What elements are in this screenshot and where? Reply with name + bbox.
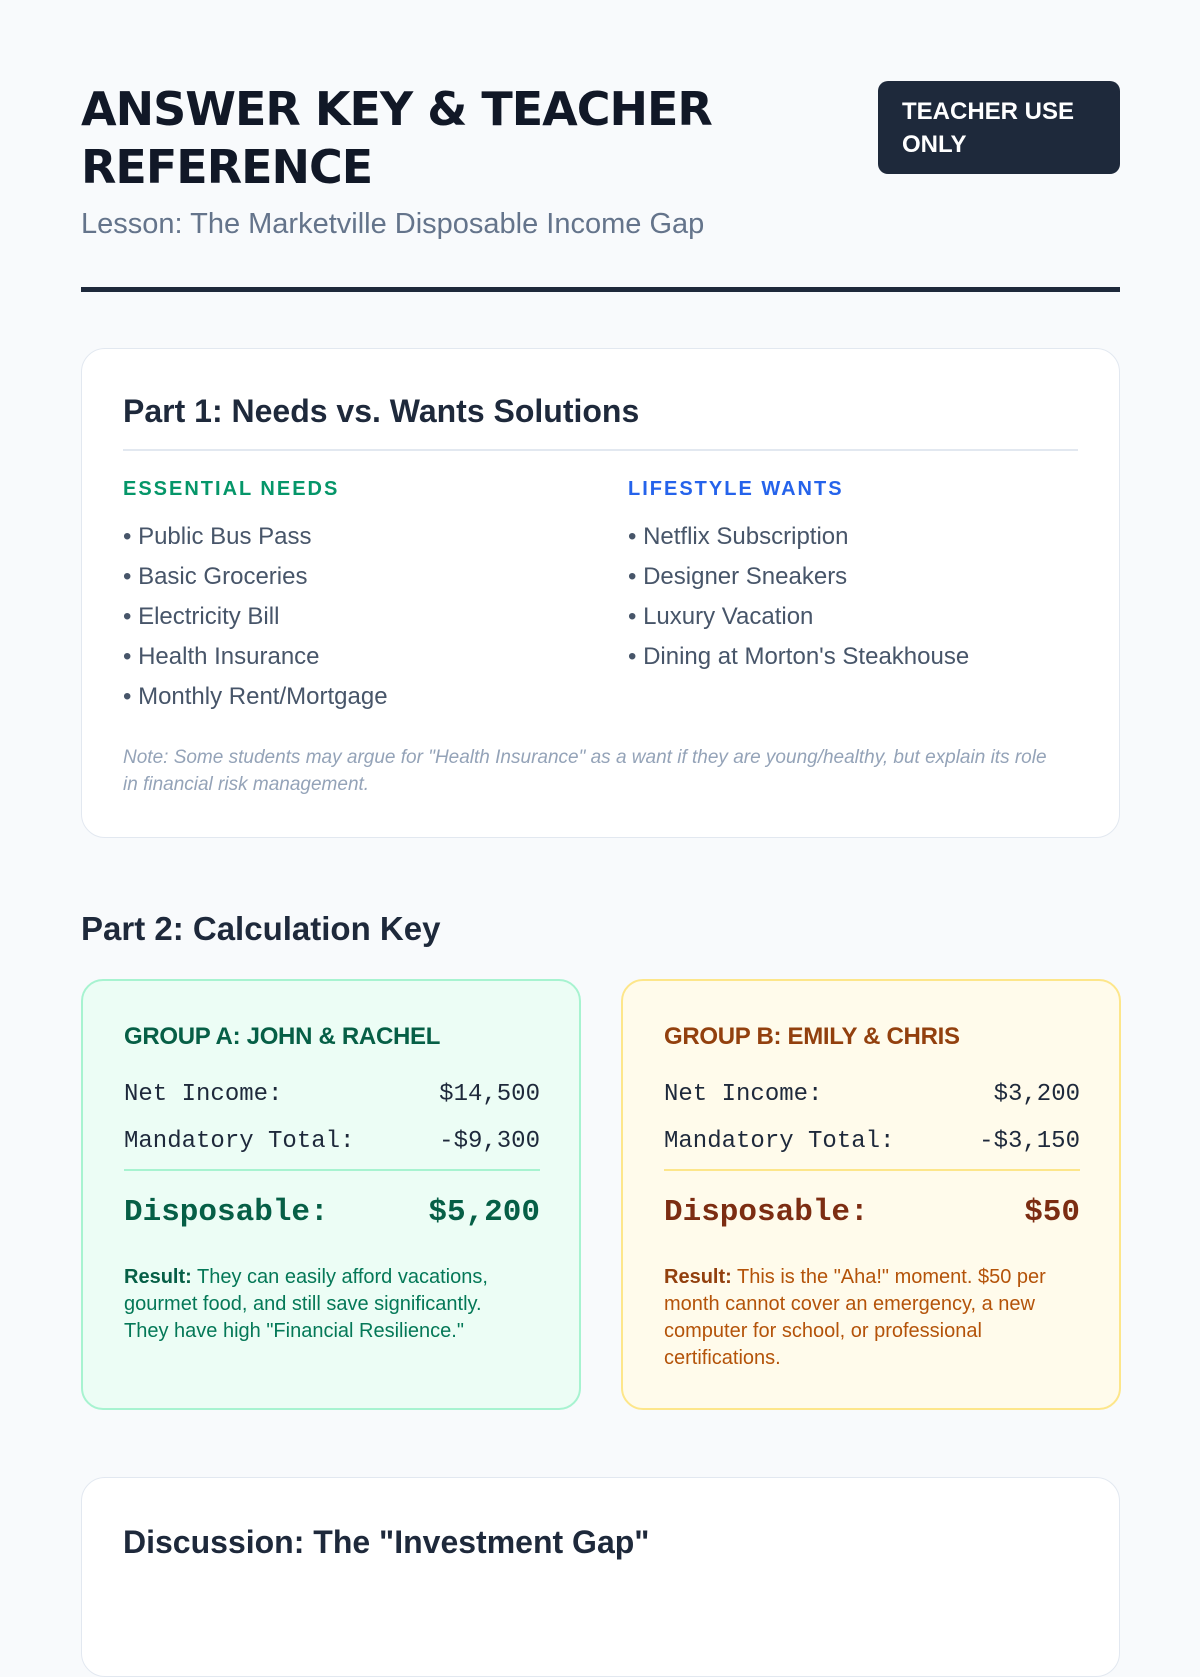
list-item: • Netflix Subscription xyxy=(628,517,1088,557)
group-b-title: GROUP B: EMILY & CHRIS xyxy=(664,1023,960,1050)
result-label: Result: xyxy=(124,1266,192,1288)
answer-key-page xyxy=(81,0,1120,1560)
net-income-label: Net Income: xyxy=(124,1081,283,1108)
mandatory-total-row xyxy=(124,1124,540,1160)
lifestyle-wants-column xyxy=(628,475,1088,677)
list-item: • Health Insurance xyxy=(123,637,583,677)
result-text: This is the "Aha!" moment. $50 per month cannot cover an emergency, a new computer for school, or professional certifications. xyxy=(664,1266,1046,1369)
mandatory-total-label: Mandatory Total: xyxy=(124,1128,355,1155)
net-income-label: Net Income: xyxy=(664,1081,823,1108)
list-item: • Electricity Bill xyxy=(123,597,583,637)
list-item: • Luxury Vacation xyxy=(628,597,1088,637)
mandatory-total-value: -$3,150 xyxy=(979,1128,1080,1155)
part2-title: Part 2: Calculation Key xyxy=(81,910,441,947)
mandatory-total-label: Mandatory Total: xyxy=(664,1128,895,1155)
page-header xyxy=(81,0,1120,300)
mandatory-total-row xyxy=(664,1124,1080,1160)
header-divider xyxy=(81,287,1120,292)
net-income-row xyxy=(664,1077,1080,1113)
lesson-subtitle: Lesson: The Marketville Disposable Income Gap xyxy=(81,208,705,240)
disposable-label: Disposable: xyxy=(664,1195,869,1230)
lifestyle-wants-heading: LIFESTYLE WANTS xyxy=(628,478,844,500)
group-b-result xyxy=(664,1264,1064,1372)
lifestyle-wants-list xyxy=(628,517,1088,677)
list-item: • Designer Sneakers xyxy=(628,557,1088,597)
calc-divider xyxy=(664,1169,1080,1171)
mandatory-total-value: -$9,300 xyxy=(439,1128,540,1155)
group-a-title: GROUP A: JOHN & RACHEL xyxy=(124,1023,441,1050)
essential-needs-column xyxy=(123,475,583,717)
list-item: • Dining at Morton's Steakhouse xyxy=(628,637,1088,677)
list-item: • Monthly Rent/Mortgage xyxy=(123,677,583,717)
essential-needs-list xyxy=(123,517,583,717)
result-text: They can easily afford vacations, gourmet food, and still save significantly. They have high "Financial Resilience." xyxy=(124,1266,488,1342)
disposable-row xyxy=(664,1191,1080,1235)
discussion-card xyxy=(81,1477,1120,1677)
essential-needs-heading: ESSENTIAL NEEDS xyxy=(123,478,340,500)
calc-divider xyxy=(124,1169,540,1171)
net-income-row xyxy=(124,1077,540,1113)
teacher-use-badge: TEACHER USE ONLY xyxy=(878,81,1120,174)
discussion-title: Discussion: The "Investment Gap" xyxy=(123,1524,650,1560)
disposable-value: $5,200 xyxy=(428,1195,540,1230)
net-income-value: $14,500 xyxy=(439,1081,540,1108)
disposable-row xyxy=(124,1191,540,1235)
result-label: Result: xyxy=(664,1266,732,1288)
page-title: ANSWER KEY & TEACHER REFERENCE xyxy=(81,82,712,194)
disposable-label: Disposable: xyxy=(124,1195,329,1230)
teacher-note: Note: Some students may argue for "Health Insurance" as a want if they are young/healthy, but explain its role in financial risk management. xyxy=(123,747,1047,795)
needs-wants-card xyxy=(81,348,1120,838)
net-income-value: $3,200 xyxy=(993,1081,1080,1108)
part1-title: Part 1: Needs vs. Wants Solutions xyxy=(123,393,640,429)
list-item: • Public Bus Pass xyxy=(123,517,583,557)
disposable-value: $50 xyxy=(1024,1195,1080,1230)
list-item: • Basic Groceries xyxy=(123,557,583,597)
group-a-result xyxy=(124,1264,524,1345)
group-b-card xyxy=(621,979,1121,1410)
part1-divider xyxy=(123,449,1078,451)
group-a-card xyxy=(81,979,581,1410)
